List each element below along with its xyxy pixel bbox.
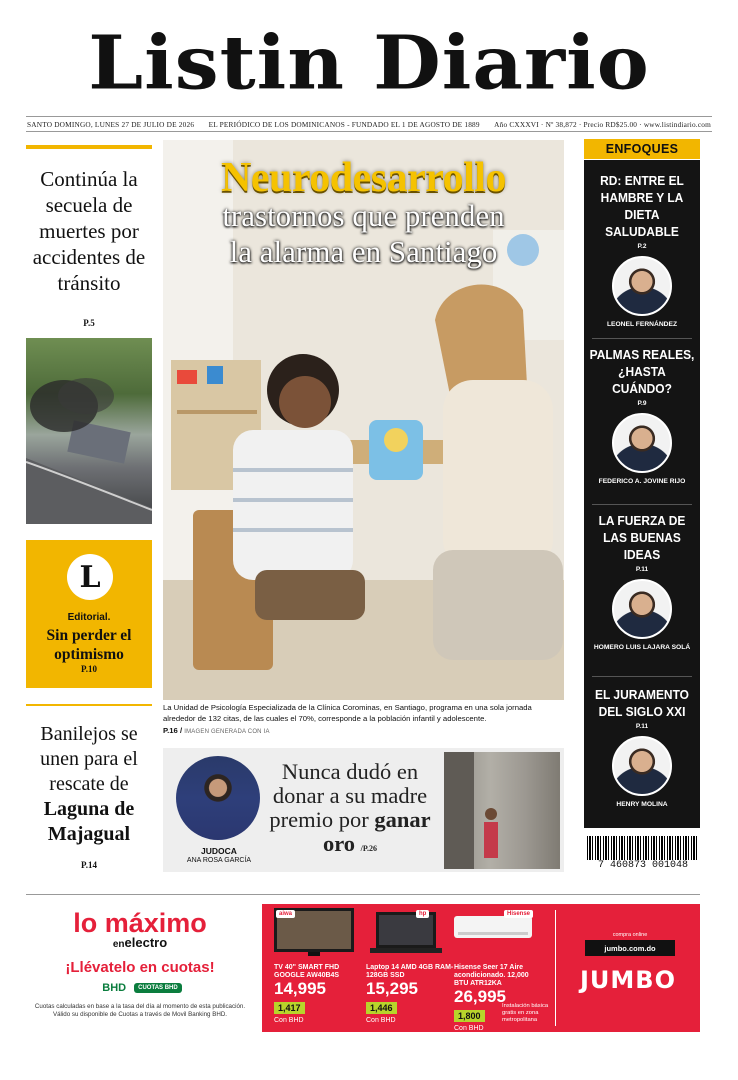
enfoque-page: P.9 [637, 400, 647, 407]
enfoque-headline: RD: ENTRE EL HAMBRE Y LA DIETA SALUDABLE [600, 173, 684, 239]
product-laptop[interactable] [366, 908, 454, 1024]
judoca-label: JUDOCA [201, 846, 237, 856]
ad-bhd [26, 980, 254, 996]
jumbo-logo[interactable]: JUMBO [580, 966, 676, 994]
editorial-page: P.10 [81, 664, 97, 674]
columnist-name: LEONEL FERNÁNDEZ [606, 321, 678, 328]
product-name: TV 40" SMART FHD GOOGLE AW40B4S [274, 964, 340, 979]
judoca-photo [176, 756, 260, 840]
editorial-title: Sin perder el optimismo [46, 627, 132, 663]
product-quota: 1,800 [454, 1010, 485, 1022]
story-headline [262, 760, 438, 861]
columnist-avatar [612, 256, 672, 316]
hero-subtitle-line1: trastornos que prenden [222, 198, 505, 233]
hero-credit [163, 726, 564, 735]
product-bhd: Con BHD [366, 1017, 396, 1024]
lead1-story[interactable] [26, 166, 152, 336]
enfoque-divider [592, 338, 692, 339]
bhd-logo: BHD [102, 982, 127, 994]
ad-divider [26, 894, 700, 895]
enfoques-column [584, 160, 700, 828]
editorial-label: Editorial. [67, 612, 111, 623]
product-price: 14,995 [274, 979, 326, 998]
enfoque-divider [592, 504, 692, 505]
brand-badge: aiwa [276, 910, 295, 918]
brand-badge: Hisense [504, 910, 533, 918]
dateline-date: SANTO DOMINGO, LUNES 27 DE JULIO DE 2026 [27, 119, 195, 129]
dateline-motto: EL PERIÓDICO DE LOS DOMINICANOS - FUNDADO EL 1 DE AGOSTO DE 1889 [208, 119, 480, 129]
ad-subhead [26, 936, 254, 952]
columnist-avatar [612, 413, 672, 473]
story-page: /P.26 [360, 844, 378, 853]
hero-subtitle [163, 198, 564, 270]
hero-title: Neurodesarrollo [221, 155, 506, 201]
lead1-page: P.5 [83, 318, 95, 328]
lead2-headline-bold: Laguna de Majagual [43, 798, 135, 845]
story-headline-text: Nunca dudó en donar a su madre premio por [269, 759, 428, 832]
enfoque-page: P.11 [635, 566, 649, 573]
enfoque-headline: LA FUERZA DE LAS BUENAS IDEAS [598, 513, 686, 562]
enfoque-headline: PALMAS REALES, ¿HASTA CUÁNDO? [589, 347, 695, 396]
product-name: Laptop 14 AMD 4GB RAM-128GB SSD [366, 964, 454, 979]
columnist-name: HENRY MOLINA [616, 801, 668, 808]
story-photo [444, 752, 560, 869]
lead2-story[interactable] [26, 722, 152, 878]
columnist-name: FEDERICO A. JOVINE RIJO [598, 478, 686, 485]
enfoques-label: ENFOQUES [584, 139, 700, 159]
product-tv[interactable] [274, 908, 362, 1024]
enfoque-item[interactable] [584, 512, 700, 653]
hero-credit-note: IMAGEN GENERADA CON IA [184, 729, 270, 735]
product-price: 26,995 [454, 987, 506, 1006]
lead1-headline: Continúa la secuela de muertes por accidentes de tránsito [32, 167, 146, 295]
masthead-title: Listin Diario [88, 20, 650, 107]
enfoque-item[interactable] [584, 686, 700, 810]
enfoque-item[interactable] [584, 346, 700, 487]
enfoque-divider [592, 676, 692, 677]
product-bhd: Con BHD [274, 1017, 304, 1024]
product-name: Hisense Seer 17 Aire acondicionado. 12,000 BTU ATR12KA [454, 964, 529, 987]
hero-photo[interactable] [163, 140, 564, 700]
story-headline-bold: ganar oro [322, 807, 431, 856]
ad-fine-print: Cuotas calculadas en base a la tasa del día al momento de esta publicación. Válido su disponible de Cuotas a través de Movil Banking BHD. [34, 1003, 246, 1018]
dateline-info: Año CXXXVI · Nº 38,872 · Precio RD$25.00 · www.listindiario.com [494, 119, 711, 129]
left-column-rule-2 [26, 704, 152, 706]
hero-subtitle-line2: la alarma en Santiago [229, 234, 498, 269]
enfoque-page: P.2 [637, 243, 647, 250]
enfoque-headline: EL JURAMENTO DEL SIGLO XXI [595, 687, 689, 719]
lead2-page: P.14 [81, 860, 97, 870]
columnist-avatar [612, 736, 672, 796]
ad-divider-vertical [555, 910, 556, 1026]
bhd-tag: CUOTAS BHD [134, 983, 182, 993]
ad-subhead-prefix: en [112, 939, 125, 950]
ad-tagline: ¡Llévatelo en cuotas! [65, 959, 215, 976]
judoca-name: ANA ROSA GARCÍA [186, 857, 252, 864]
columnist-avatar [612, 579, 672, 639]
product-quota: 1,417 [274, 1002, 305, 1014]
brand-badge: hp [416, 910, 429, 918]
accident-photo [26, 338, 152, 524]
jumbo-web-link[interactable]: jumbo.com.do [585, 940, 675, 956]
dateline [26, 116, 712, 132]
product-bhd: Con BHD [454, 1025, 484, 1032]
left-column-rule [26, 145, 152, 149]
ad-subhead-main: electro [124, 935, 168, 950]
hero-credit-page: P.16 / [163, 726, 183, 735]
lead2-headline: Banilejos se unen para el rescate de [40, 723, 138, 795]
barcode-number: 7 460873 001048 [587, 860, 699, 872]
enfoque-item[interactable] [584, 172, 700, 330]
product-quota: 1,446 [366, 1002, 397, 1014]
ad-headline: lo máximo [73, 908, 207, 938]
install-note: Instalación básica gratis en zona metropolitana [502, 1003, 549, 1023]
columnist-name: HOMERO LUIS LAJARA SOLÁ [593, 644, 691, 651]
enfoque-page: P.11 [635, 723, 649, 730]
editorial-logo-icon: L [67, 554, 113, 600]
product-price: 15,295 [366, 979, 418, 998]
hero-caption: La Unidad de Psicología Especializada de la Clínica Corominas, en Santiago, programa en una sola jornada alrededor de 132 citas, de las cuales el 70%, corresponde a la población infantil y adolescente. [163, 703, 532, 723]
editorial-box[interactable] [26, 540, 152, 688]
jumbo-web-label: compra online [612, 932, 648, 938]
